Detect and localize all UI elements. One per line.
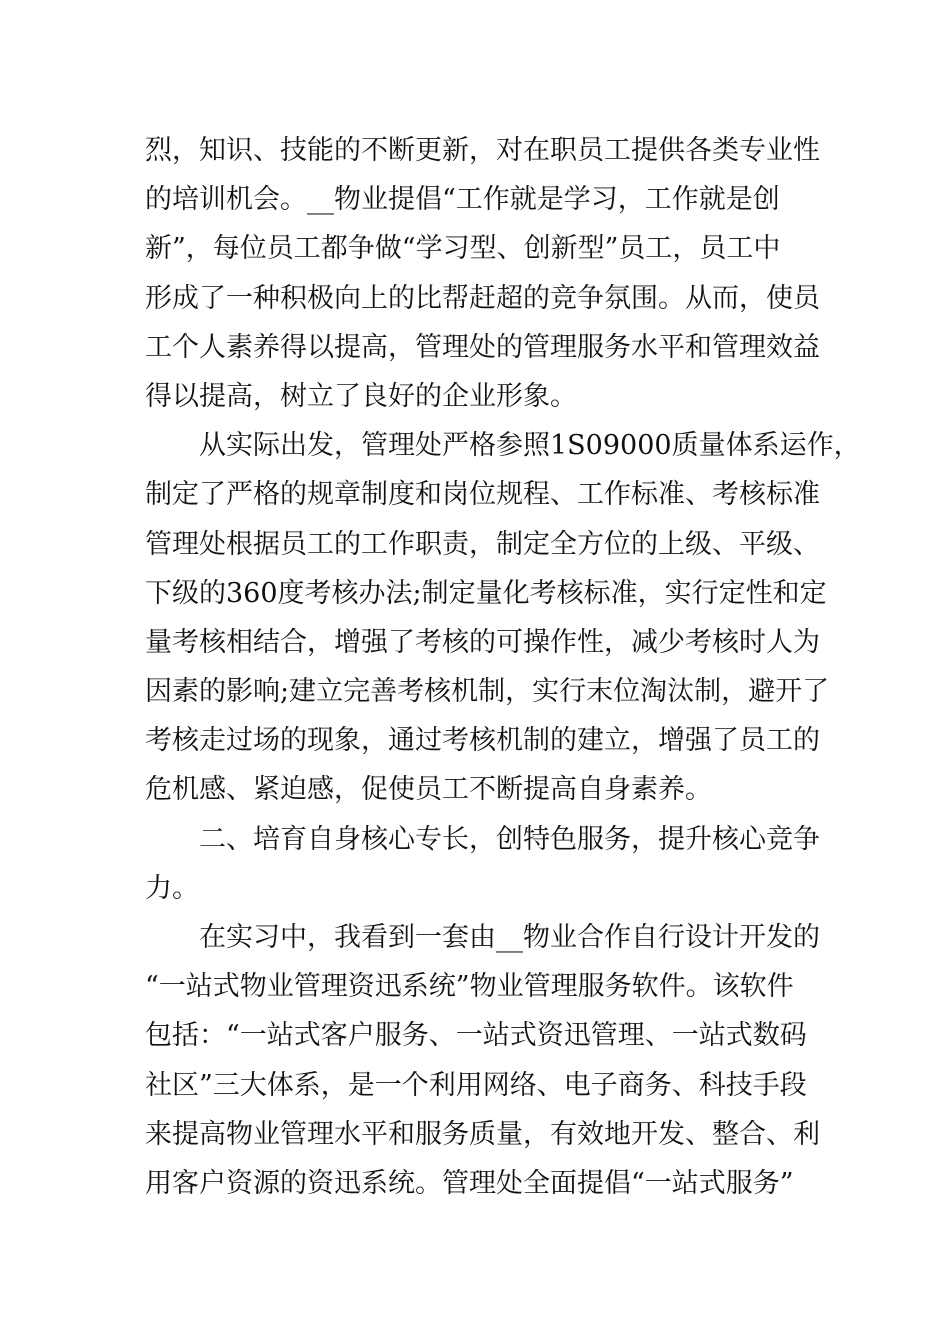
text-line: 用客户资源的资迅系统。管理处全面提倡“一站式服务”	[145, 1167, 794, 1199]
text-line: 考核走过场的现象，通过考核机制的建立，增强了员工的	[145, 725, 820, 757]
section-heading-line: 力。	[145, 872, 199, 904]
text-line: 来提高物业管理水平和服务质量，有效地开发、整合、利	[145, 1118, 820, 1150]
section-heading-line: 二、培育自身核心专长，创特色服务，提升核心竞争	[199, 823, 820, 855]
text-line: 危机感、紧迫感，促使员工不断提高自身素养。	[145, 774, 712, 806]
text-line: 形成了一种积极向上的比帮赶超的竞争氛围。从而，使员	[145, 282, 820, 314]
document-body	[145, 126, 861, 1208]
text-line: 烈，知识、技能的不断更新，对在职员工提供各类专业性	[145, 135, 820, 166]
text-line: 因素的影响;建立完善考核机制，实行末位淘汰制，避开了	[145, 676, 830, 708]
text-line: 制定了严格的规章制度和岗位规程、工作标准、考核标准	[145, 479, 820, 511]
text-line: 下级的360度考核办法;制定量化考核标准，实行定性和定	[145, 577, 827, 609]
text-line: “一站式物业管理资迅系统”物业管理服务软件。该软件	[145, 971, 794, 1003]
text-line: 的培训机会。__物业提倡“工作就是学习，工作就是创	[145, 184, 780, 216]
text-line: 管理处根据员工的工作职责，制定全方位的上级、平级、	[145, 528, 820, 560]
text-line: 工个人素养得以提高，管理处的管理服务水平和管理效益	[145, 331, 820, 363]
text-line: 量考核相结合，增强了考核的可操作性，减少考核时人为	[145, 626, 820, 658]
text-line: 包括：“一站式客户服务、一站式资迅管理、一站式数码	[145, 1020, 807, 1052]
paragraph-start-line: 从实际出发，管理处严格参照1S09000质量体系运作，	[199, 430, 861, 462]
text-line: 得以提高，树立了良好的企业形象。	[145, 380, 577, 412]
text-line: 新”，每位员工都争做“学习型、创新型”员工，员工中	[145, 233, 781, 265]
paragraph-start-line: 在实习中，我看到一套由__物业合作自行设计开发的	[199, 922, 820, 953]
text-line: 社区”三大体系，是一个利用网络、电子商务、科技手段	[145, 1069, 807, 1101]
